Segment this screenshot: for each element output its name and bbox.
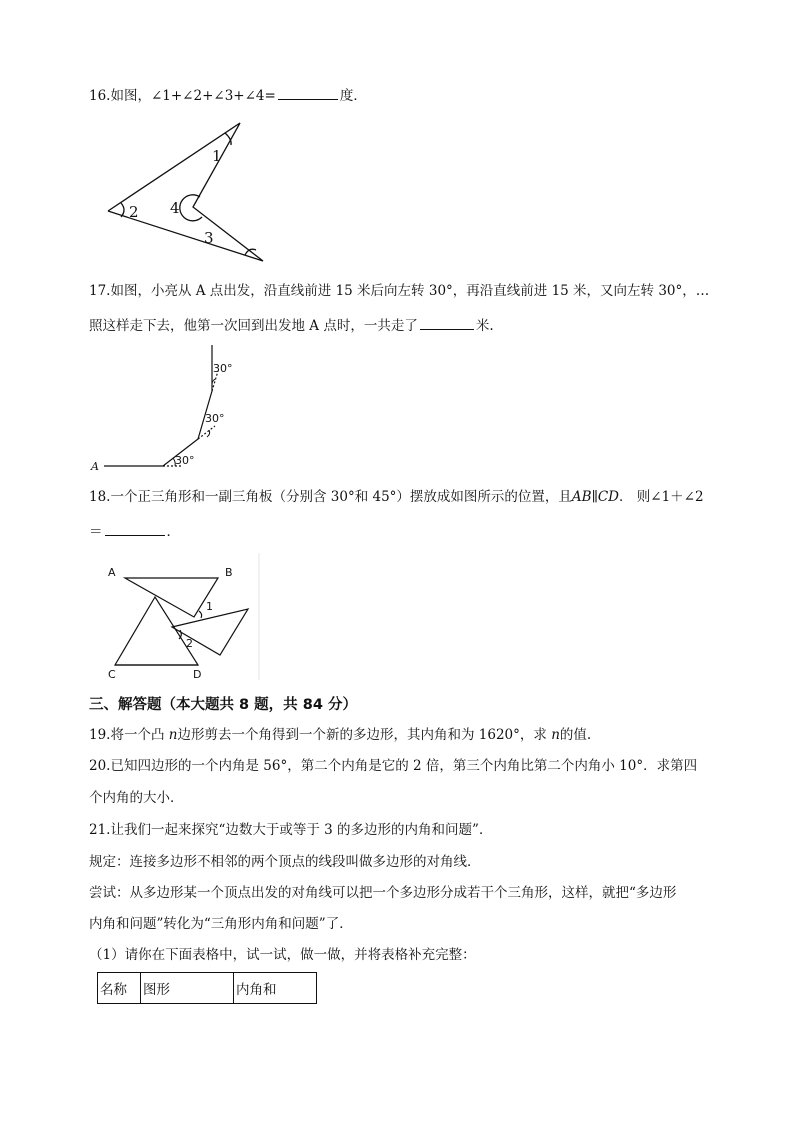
q19-suffix: 的值. (559, 727, 592, 743)
q21-table-header-angle-sum: 内角和 (234, 973, 317, 1004)
q16-suffix: 度． (339, 88, 367, 104)
q18-line1-suffix: ． 则∠1＋∠2 (618, 489, 704, 505)
q17-line2-suffix: 米. (475, 318, 494, 334)
q18-label-B: B (225, 566, 233, 579)
section3-title: 三、解答题（本大题共 8 题，共 84 分） (89, 697, 357, 713)
q19-var-n: n (168, 727, 178, 743)
q18-line2-prefix: ＝ (89, 524, 103, 540)
q19-prefix: 19.将一个凸 (89, 727, 165, 743)
q16-label-4: 4 (170, 199, 180, 217)
q17-label-A: A (91, 460, 99, 473)
q20-line1: 20.已知四边形的一个内角是 56°，第二个内角是它的 2 倍，第三个内角比第二个内角小 10°．求第四 (89, 758, 698, 774)
q21-try-line2: 内角和问题”转化为“三角形内角和问题”了． (89, 916, 353, 932)
q16-label-1: 1 (212, 147, 222, 165)
q21-rule: 规定：连接多边形不相邻的两个顶点的线段叫做多边形的对角线． (89, 854, 481, 870)
q18-set-square-30 (125, 578, 218, 617)
q19-text (89, 729, 591, 743)
q21-table (97, 972, 317, 1004)
q18-equilateral-triangle (115, 597, 198, 665)
q17-label-ang2: 30° (205, 412, 225, 425)
table-row (98, 973, 317, 1004)
q19-middle: 边形剪去一个角得到一个新的多边形，其内角和为 1620°，求 (177, 727, 547, 743)
q18-set-square-45 (172, 609, 248, 655)
q18-label-1: 1 (206, 600, 213, 613)
q18-label-A: A (108, 566, 116, 579)
q17-line1: 17.如图，小亮从 A 点出发，沿直线前进 15 米后向左转 30°，再沿直线前进 15 米，又向左转 30°，… (89, 283, 710, 299)
q18-line2-suffix: ． (166, 524, 180, 540)
q21-table-header-figure: 图形 (141, 973, 234, 1004)
q21-intro: 21.让我们一起来探究“边数大于或等于 3 的多边形的内角和问题”． (89, 822, 493, 838)
q17-label-ang1: 30° (175, 454, 195, 467)
q18-label-D: D (193, 668, 202, 681)
q18-line1-prefix: 18.一个正三角形和一副三角板（分别含 30°和 45°）摆放成如图所示的位置，且 (89, 489, 572, 505)
q16-label-2: 2 (129, 203, 139, 221)
q21-table-header-name: 名称 (98, 973, 141, 1004)
q18-label-C: C (108, 668, 116, 681)
q20-line2: 个内角的大小． (89, 790, 184, 806)
q17-label-ang3: 30° (213, 362, 233, 375)
q16-label-3: 3 (204, 229, 214, 247)
q18-line1-math: AB∥CD (571, 489, 619, 505)
q18-label-2: 2 (186, 637, 193, 650)
q21-part1: （1）请你在下面表格中，试一试，做一做，并将表格补充完整： (89, 947, 476, 963)
q21-try-line1: 尝试：从多边形某一个顶点出发的对角线可以把一个多边形分成若干个三角形，这样，就把“多边形 (89, 885, 677, 901)
q19-var-n2: n (551, 727, 560, 743)
q18-angle1-arc (199, 611, 202, 618)
q17-line2-prefix: 照这样走下去，他第一次回到出发地 A 点时，一共走了 (89, 318, 418, 334)
q16-prefix: 16.如图，∠1+∠2+∠3+∠4= (89, 88, 276, 104)
